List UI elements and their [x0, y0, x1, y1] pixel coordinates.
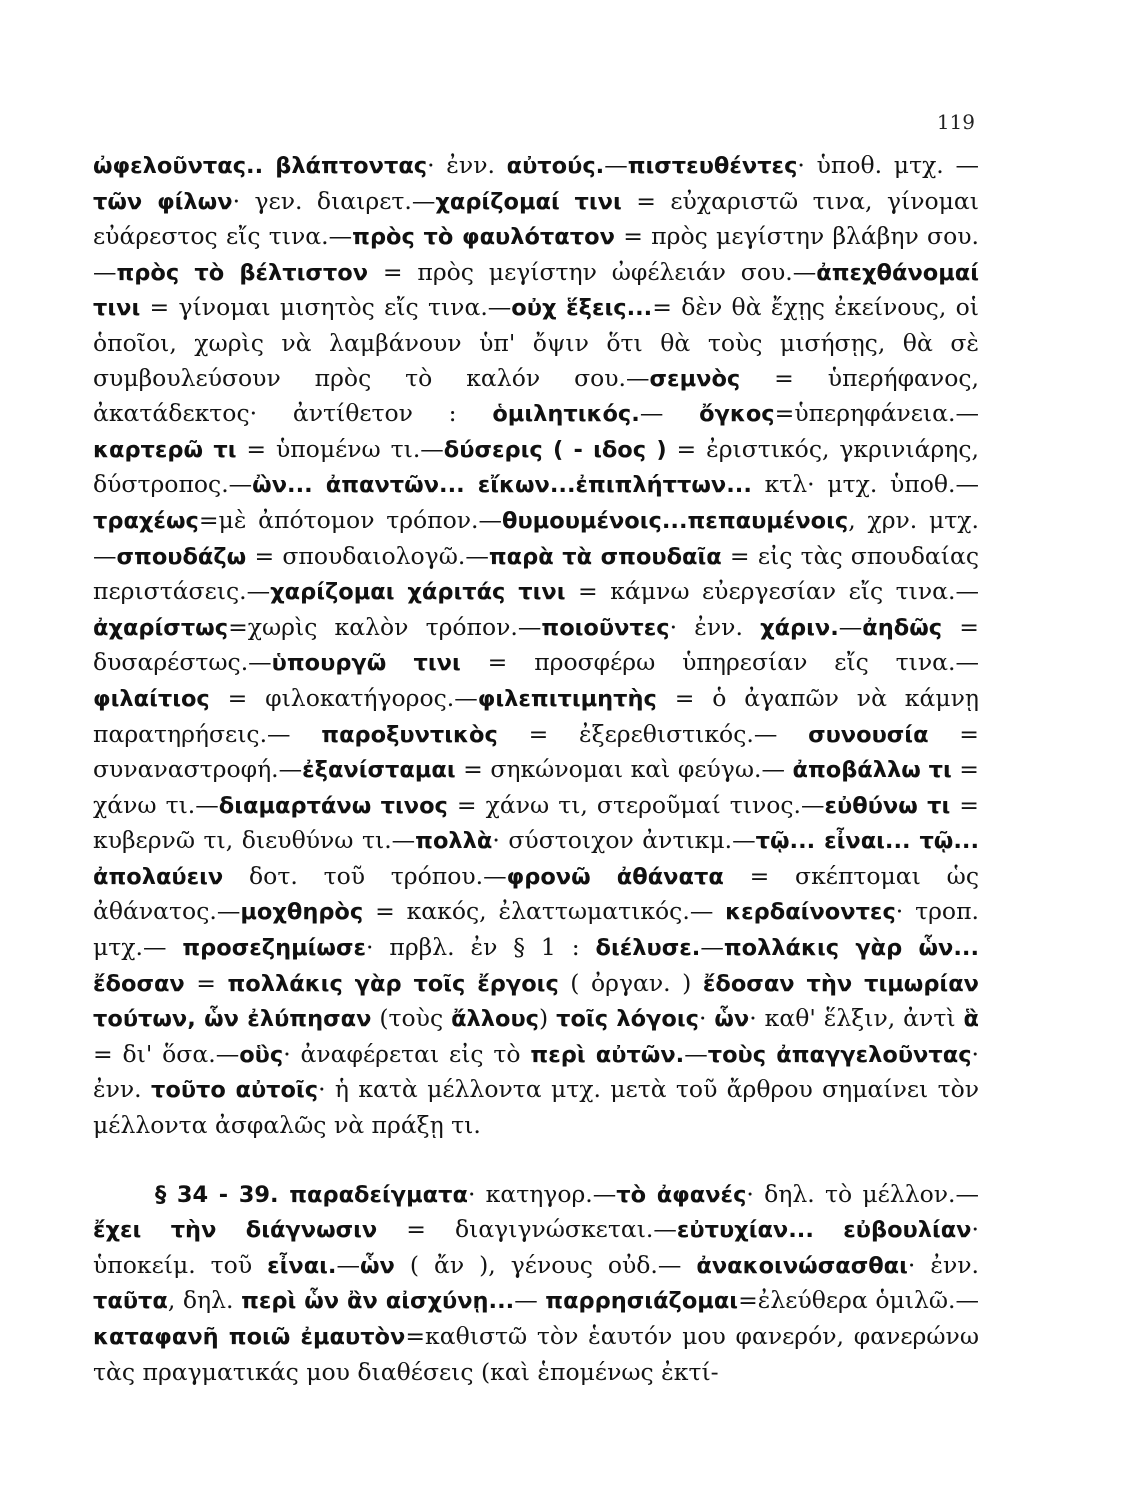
gloss-text: = συναναστροφή.—	[93, 719, 979, 784]
lemma-term: καταφανῆ ποιῶ ἐμαυτὸν	[93, 1324, 406, 1350]
lemma-term: αὐτούς.	[506, 153, 605, 179]
lemma-term: τοὺς ἀπαγγελοῦντας	[707, 1041, 972, 1068]
lemma-term: δύσερις ( - ιδος )	[443, 436, 667, 463]
gloss-text: δοτ. τοῦ τρόπου.—	[223, 861, 507, 890]
lemma-term: ἀχαρίστως	[93, 614, 229, 641]
commentary-text	[93, 148, 979, 1389]
gloss-text: = κακός, ἐλαττωματικός.—	[363, 897, 726, 926]
lemma-term: εὐθύνω τι	[824, 792, 951, 819]
lemma-term: συνουσία	[808, 721, 929, 748]
gloss-text: = εἰς τὰς σπουδαίας περιστάσεις.—	[93, 541, 979, 606]
gloss-text: κτλ· μτχ. ὑποθ.—	[751, 470, 979, 499]
lemma-term: πολλὰ	[415, 828, 493, 855]
lemma-term: θυμουμένοις...πεπαυμένοις	[502, 507, 849, 534]
gloss-text: )	[539, 1004, 557, 1033]
page-number: 119	[936, 110, 975, 134]
gloss-text: = πρὸς μεγίστην βλάβην σου.—	[93, 222, 979, 286]
gloss-text: = σηκώνομαι καὶ φεύγω.—	[455, 755, 793, 784]
gloss-text: = σπουδαιολογῶ.—	[246, 541, 489, 570]
gloss-text: = δυσαρέστως.—	[93, 612, 979, 677]
gloss-text: = κάμνω εὐεργεσίαν εἴς τινα.—	[565, 577, 979, 606]
gloss-text: —	[838, 612, 863, 641]
lemma-term: τῶν φίλων	[93, 188, 233, 215]
lemma-term: πρὸς τὸ βέλτιστον	[116, 259, 369, 286]
lemma-term: χάριν.	[760, 614, 839, 641]
paragraph-1	[93, 148, 979, 1143]
gloss-text: = ὑπομένω τι.—	[236, 434, 444, 463]
lemma-term: ἃ	[963, 1006, 979, 1033]
lemma-term: πρὸς τὸ φαυλότατον	[352, 224, 615, 251]
gloss-text: = πρὸς μεγίστην ὠφέλειάν σου.—	[368, 257, 817, 286]
lemma-term: περὶ ὧν ἂν αἰσχύνῃ...	[241, 1288, 515, 1315]
gloss-text: = γίνομαι μισητὸς εἴς τινα.—	[140, 293, 512, 322]
gloss-text: · ὑποθ. μτχ. —	[797, 151, 979, 179]
lemma-term: ὧν	[359, 1252, 395, 1279]
gloss-text: —	[684, 1039, 708, 1068]
lemma-term: χαρίζομαί τινι	[435, 188, 622, 215]
lemma-term: ἐξανίσταμαι	[302, 757, 456, 784]
gloss-text: · δηλ. τὸ μέλλον.—	[746, 1179, 980, 1208]
lemma-term: χαρίζομαι χάριτάς τινι	[270, 579, 566, 606]
gloss-text: = ἐξερεθιστικός.—	[497, 719, 809, 748]
lemma-term: κερδαίνοντες	[725, 899, 896, 926]
lemma-term: ὑπουργῶ τινι	[271, 650, 461, 677]
lemma-term: ὄγκος	[699, 401, 775, 428]
lemma-term: παρρησιάζομαι	[545, 1288, 739, 1315]
lemma-term: § 34 - 39.	[155, 1181, 290, 1208]
gloss-text: = χάνω τι, στεροῦμαί τινος.—	[447, 790, 825, 819]
paragraph-2	[93, 1177, 979, 1390]
gloss-text: ( ἄν ), γένους οὐδ.—	[394, 1250, 697, 1279]
gloss-text: · ἀναφέρεται εἰς τὸ	[283, 1039, 531, 1068]
lemma-term: ἔχει τὴν διάγνωσιν	[93, 1217, 378, 1244]
lemma-term: μοχθηρὸς	[240, 899, 364, 926]
lemma-term: ὢν... ἀπαντῶν... εἴκων...ἐπιπλήττων...	[252, 472, 752, 499]
lemma-term: ταῦτα	[93, 1288, 168, 1315]
lemma-term: παροξυντικὸς	[321, 721, 498, 748]
lemma-term: σπουδάζω	[116, 543, 247, 570]
gloss-text: · γεν. διαιρετ.—	[232, 186, 436, 215]
lemma-term: διαμαρτάνω τινος	[218, 792, 448, 819]
lemma-term: τοῦτο αὐτοῖς	[151, 1077, 319, 1104]
gloss-text: (τοὺς	[371, 1004, 452, 1033]
gloss-text: —	[700, 933, 724, 962]
gloss-text: · ἐνν.	[907, 1250, 980, 1279]
lemma-term: τῷ... εἶναι... τῷ... ἀπολαύειν	[93, 828, 980, 890]
lemma-term: πολλάκις γὰρ τοῖς ἔργοις	[227, 970, 559, 997]
gloss-text: = προσφέρω ὑπηρεσίαν εἴς τινα.—	[460, 648, 979, 677]
lemma-term: προσεζημίωσε	[182, 935, 367, 962]
lemma-term: οὓς	[239, 1041, 284, 1068]
lemma-term: ἀποβάλλω τι	[792, 757, 952, 784]
lemma-term: φιλεπιτιμητὴς	[477, 685, 657, 712]
lemma-term: ὠφελοῦντας.. βλάπτοντας	[93, 153, 428, 179]
gloss-text: ·	[698, 1004, 715, 1033]
lemma-term: διέλυσε.	[595, 935, 701, 962]
gloss-text: · ἡ κατὰ μέλλοντα μτχ. μετὰ τοῦ ἄρθρου σημαίνει τὸν μέλλοντα ἀσφαλῶς νὰ πράξῃ τι.	[93, 1075, 980, 1140]
gloss-text: = ἐριστικός, γκρινιάρης, δύστροπος.—	[93, 434, 980, 499]
lemma-term: ἄλλους	[451, 1006, 539, 1033]
lemma-term: ἔδοσαν τὴν τιμωρίαν τούτων, ὧν ἐλύπησαν	[93, 970, 979, 1033]
lemma-term: οὐχ ἕξεις...	[511, 295, 653, 322]
gloss-text: —	[639, 399, 700, 428]
gloss-text: = κυβερνῶ τι, διευθύνω τι.—	[93, 790, 980, 855]
lemma-term: ὁμιλητικός.	[492, 401, 640, 428]
gloss-text: =καθιστῶ τὸν ἑαυτόν μου φανερόν, φανερώνω τὰς πραγματικάς μου διαθέσεις (καὶ ἑπομένως ἐκτί-	[93, 1322, 979, 1386]
lemma-term: ἀηδῶς	[862, 614, 943, 641]
gloss-text: · ἐνν.	[669, 612, 761, 641]
lemma-term: καρτερῶ τι	[93, 436, 237, 463]
gloss-text: , χρν. μτχ.—	[93, 505, 979, 570]
lemma-term: τραχέως	[93, 507, 199, 534]
lemma-term: σεμνὸς	[649, 365, 741, 392]
gloss-text: =ὑπερηφάνεια.—	[774, 399, 979, 428]
gloss-text: · ὑποκείμ. τοῦ	[93, 1215, 979, 1279]
lemma-term: τὸ ἀφανές	[616, 1181, 747, 1208]
gloss-text: =	[184, 968, 228, 997]
gloss-text: = εὐχαριστῶ τινα, γίνομαι εὐάρεστος εἴς τινα.—	[93, 186, 979, 251]
gloss-text: · πρβλ. ἐν § 1 :	[366, 933, 596, 962]
lemma-term: φρονῶ ἀθάνατα	[506, 863, 724, 890]
lemma-term: πιστευθέντες	[627, 153, 798, 179]
lemma-term: περὶ αὐτῶν.	[530, 1041, 685, 1068]
gloss-text: —	[514, 1286, 546, 1315]
lemma-term: τοῖς λόγοις	[556, 1006, 699, 1033]
lemma-term: ἀνακοινώσασθαι	[696, 1252, 908, 1279]
gloss-text: =ἐλεύθερα ὁμιλῶ.—	[738, 1286, 979, 1315]
gloss-text: · σύστοιχον ἀντικμ.—	[492, 826, 756, 855]
gloss-text: ( ὀργαν. )	[558, 968, 703, 997]
gloss-text: =χωρὶς καλὸν τρόπον.—	[228, 612, 542, 641]
lemma-term: εἶναι.	[267, 1252, 337, 1279]
lemma-term: ποιοῦντες	[541, 614, 670, 641]
gloss-text: · κατηγορ.—	[467, 1179, 617, 1208]
gloss-text: = δι' ὅσα.—	[93, 1039, 240, 1068]
gloss-text: —	[336, 1250, 360, 1279]
gloss-text: = δὲν θὰ ἔχῃς ἐκείνους, οἱ ὁποῖοι, χωρὶς νὰ λαμβάνουν ὑπ' ὄψιν ὅτι θὰ τοὺς μισήσῃς, θὰ σὲ συμβουλεύσουν πρὸς τὸ καλόν σου.—	[93, 293, 979, 392]
lemma-term: ἀπεχθάνομαί τινι	[93, 259, 980, 322]
lemma-term: παραδείγματα	[289, 1181, 468, 1208]
gloss-text: = φιλοκατήγορος.—	[209, 683, 478, 712]
gloss-text: = ὑπερήφανος, ἀκατάδεκτος· ἀντίθετον :	[93, 363, 979, 428]
gloss-text: = χάνω τι.—	[93, 755, 979, 819]
lemma-term: ὧν	[714, 1006, 750, 1033]
gloss-text: =μὲ ἀπότομον τρόπον.—	[198, 505, 503, 534]
gloss-text: = διαγιγνώσκεται.—	[377, 1215, 677, 1244]
lemma-term: εὐτυχίαν... εὐβουλίαν	[676, 1217, 972, 1244]
gloss-text: · ἐνν.	[427, 151, 507, 179]
lemma-term: φιλαίτιος	[93, 685, 210, 712]
gloss-text: · ἐνν.	[93, 1039, 980, 1104]
gloss-text: —	[604, 151, 628, 179]
lemma-term: πολλάκις γὰρ ὧν... ἔδοσαν	[93, 935, 979, 997]
gloss-text: = ὁ ἀγαπῶν νὰ κάμνῃ παρατηρήσεις.—	[93, 683, 979, 748]
lemma-term: παρὰ τὰ σπουδαῖα	[488, 543, 722, 570]
gloss-text: · τροπ. μτχ.—	[93, 897, 979, 962]
gloss-text: , δηλ.	[167, 1286, 242, 1315]
gloss-text: · καθ' ἕλξιν, ἀντὶ	[749, 1004, 964, 1033]
gloss-text: = σκέπτομαι ὡς ἀθάνατος.—	[93, 861, 979, 926]
